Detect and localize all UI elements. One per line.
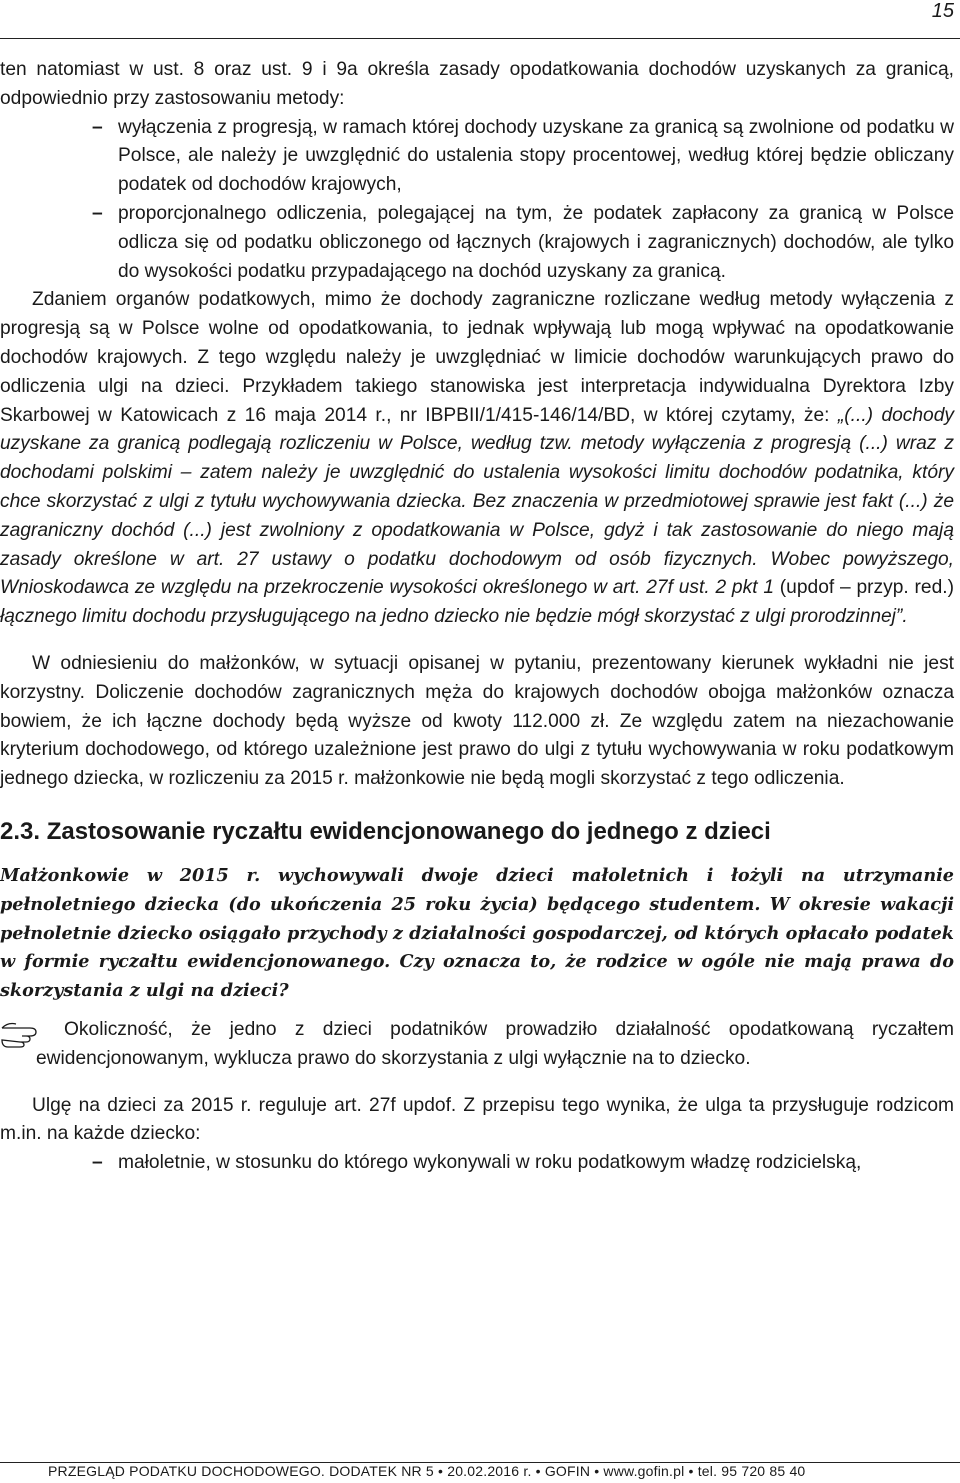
paragraph-intro: ten natomiast w ust. 8 oraz ust. 9 i 9a określa zasady opodatkowania dochodów uzyskanych za granicą, odpowiednio przy zastosowaniu metody: [0, 59, 954, 109]
quote-text-end: łącznego limitu dochodu przysługującego na jedno dziecko nie będzie mógł skorzystać z ulgi prorodzinnej”. [0, 606, 908, 628]
question-text: Małżonkowie w 2015 r. wychowywali dwoje dzieci małoletnich i łożyli na utrzymanie pełnoletniego dziecka (do ukończenia 25 roku życia) będącego studentem. W okresie wakacji pełnoletnie dziecko osiągało przychody z działalności gospodarczej, od których opłacało podatek w formie ryczałtu ewidencjonowanego. Czy oznacza to, że rodzice w ogóle nie mają prawa do skorzystania z ulgi na dzieci? [0, 864, 954, 1002]
pointing-hand-icon [0, 1018, 54, 1048]
list-item: – małoletnie, w stosunku do którego wykonywali w roku podatkowym władzę rodzicielską, [118, 1149, 954, 1178]
editorial-note: (updof – przyp. red.) [779, 577, 954, 599]
page-number: 15 [931, 0, 954, 22]
answer-block [0, 1016, 954, 1074]
list-item: – proporcjonalnego odliczenia, polegającej na tym, że podatek zapłacony za granicą w Polsce odlicza się od podatku obliczonego od łącznych (krajowych i zagranicznych) dochodów, ale tylko do wysokości podatku przypadającego na dochód uzyskany za granicą. [118, 200, 954, 286]
method-list [0, 114, 954, 287]
paragraph-spouses: W odniesieniu do małżonków, w sytuacji opisanej w pytaniu, prezentowany kierunek wykładni nie jest korzystny. Doliczenie dochodów zagranicznych męża do krajowych dochodów obojga małżonków oznacza bowiem, że ich łączne dochody będą wyższe od kwoty 112.000 zł. Ze względu zatem na niezachowanie kryterium dochodowego, od którego uzależnione jest prawo do ulgi z tytułu wychowywania w roku podatkowym jednego dziecka, w rozliczeniu za 2015 r. małżonkowie nie będą mogli skorzystać z tego odliczenia. [0, 652, 954, 790]
paragraph-text: Zdaniem organów podatkowych, mimo że dochody zagraniczne rozliczane według metody wyłączenia z progresją są w Polsce wolne od opodatkowania, to jednak wpływają lub mogą wpływać na opodatkowanie dochodów krajowych. Z tego względu należy je uwzględniać w limicie dochodów warunkujących prawo do odliczenia ulgi na dzieci. Przykładem takiego stanowiska jest interpretacja indywidualna Dyrektora Izby Skarbowej w Katowicach z 16 maja 2014 r., nr IBPBII/1/415-146/14/BD, w której czytamy, że: [0, 289, 954, 426]
quote-text: „(...) dochody uzyskane za granicą podlegają rozliczeniu w Polsce, według tzw. metody wyłączenia z progresją (...) wraz z dochodami polskimi – zatem należy je uwzględnić do ustalenia wysokości limitu dochodów podatnika, który chce skorzystać z ulgi z tytułu wychowywania dziecka. Bez znaczenia w przedmiotowej sprawie jest fakt (...) że zagraniczny dochód (...) jest zwolniony z opodatkowania w Polsce, gdyż i tak zastosowanie do niego mają zasady określone w art. 27 ustawy o podatku dochodowym od osób fizycznych. Wobec powyższego, Wnioskodawca ze względu na przekroczenie wysokości określonego w art. 27f ust. 2 pkt 1 [0, 404, 954, 599]
list-item: – wyłączenia z progresją, w ramach której dochody uzyskane za granicą są zwolnione od podatku w Polsce, ale należy je uwzględnić do ustalenia stopy procentowej, według której będzie obliczany podatek od dochodów krajowych, [118, 114, 954, 200]
section-heading: 2.3. Zastosowanie ryczałtu ewidencjonowanego do jednego z dzieci [0, 817, 771, 845]
paragraph-relief: Ulgę na dzieci za 2015 r. reguluje art. 27f updof. Z przepisu tego wynika, że ulga ta przysługuje rodzicom m.in. na każde dziecko: [0, 1094, 954, 1145]
child-list [0, 1149, 954, 1178]
page-content [0, 56, 954, 1178]
top-rule [0, 38, 960, 39]
footer: PRZEGLĄD PODATKU DOCHODOWEGO. DODATEK NR 5 • 20.02.2016 r. • GOFIN • www.gofin.pl • tel. 95 720 85 40 [48, 1463, 806, 1479]
answer-text: Okoliczność, że jedno z dzieci podatników prowadziło działalność opodatkowaną ryczałtem ewidencjonowanym, wyklucza prawo do skorzystania z ulgi wyłącznie na to dziecko. [36, 1018, 954, 1069]
paragraph-tax-authorities [0, 286, 954, 632]
